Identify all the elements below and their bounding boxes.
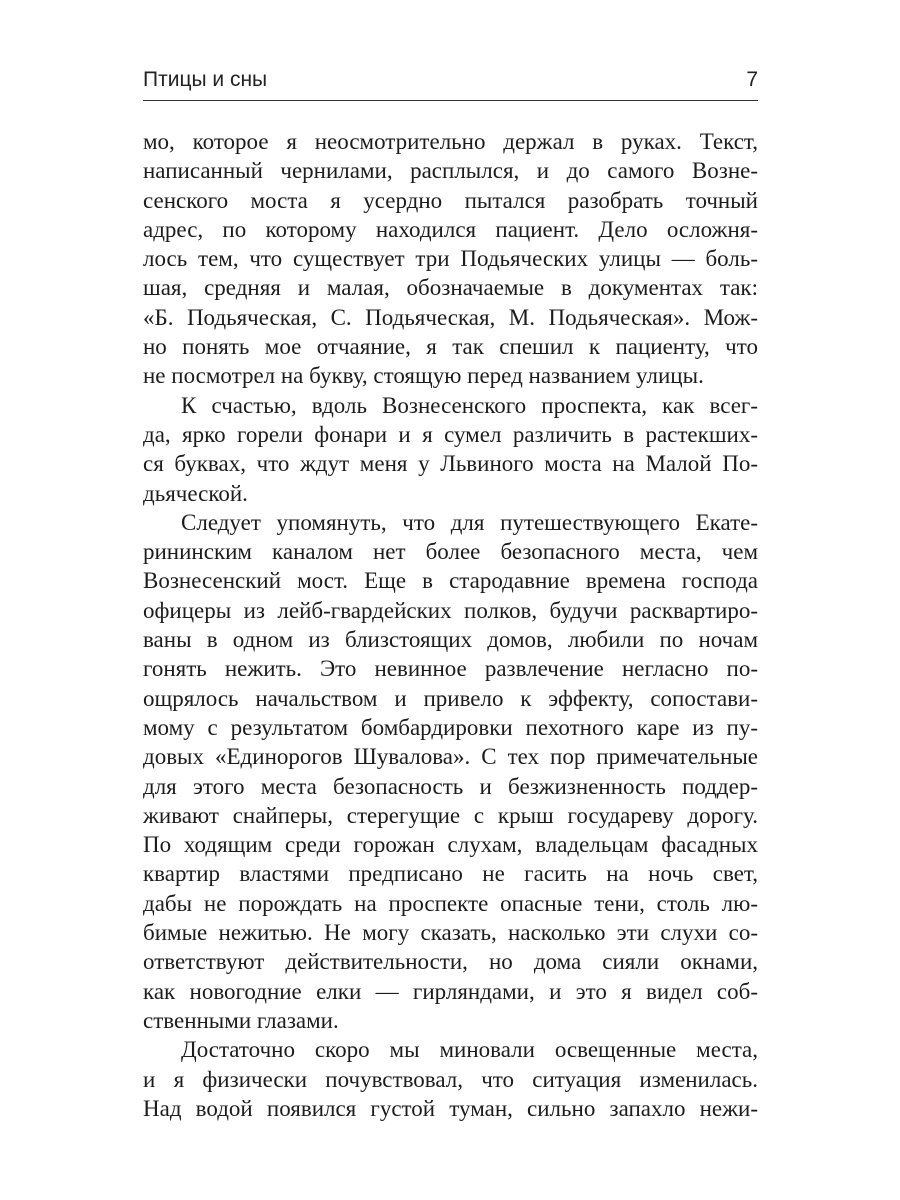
text-line: лось тем, что существует три Подьяческих улицы — боль- — [143, 246, 758, 272]
text-line: офицеры из лейб-гвардейских полков, будучи расквартиро- — [143, 597, 758, 623]
text-line: дьяческой. — [143, 480, 248, 506]
text-line: живают снайперы, стерегущие с крыш государеву дорогу. — [143, 802, 758, 828]
text-line: и я физически почувствовал, что ситуация изменилась. — [143, 1066, 758, 1092]
text-line: Вознесенский мост. Еще в стародавние времена господа — [143, 568, 758, 594]
page-number: 7 — [746, 68, 758, 91]
text-line: Следует упомянуть, что для путешествующего Екате- — [181, 509, 758, 535]
text-line: К счастью, вдоль Вознесенского проспекта, как всег- — [181, 392, 758, 418]
text-line: сенского моста я усердно пытался разобрать точный — [143, 187, 758, 213]
text-line: довых «Единорогов Шувалова». С тех пор примечательные — [143, 744, 758, 770]
text-line: но понять мое отчаяние, я так спешил к пациенту, что — [143, 334, 758, 360]
text-line: гонять нежить. Это невинное развлечение негласно по- — [143, 656, 758, 682]
text-line: ся буквах, что ждут меня у Львиного моста на Малой По- — [143, 451, 758, 477]
text-line: ощрялось начальством и привело к эффекту, сопостави- — [143, 685, 758, 711]
text-line: дабы не порождать на проспекте опасные тени, столь лю- — [143, 890, 758, 916]
text-line: мо, которое я неосмотрительно держал в руках. Текст, — [143, 129, 758, 154]
text-line: Достаточно скоро мы миновали освещенные места, — [181, 1037, 758, 1063]
text-line: «Б. Подьяческая, С. Подьяческая, М. Подьяческая». Мож- — [143, 304, 758, 330]
text-line: для этого места безопасность и безжизненность поддер- — [143, 773, 758, 799]
text-line: не посмотрел на букву, стоящую перед названием улицы. — [143, 363, 704, 389]
text-line: да, ярко горели фонари и я сумел различить в растекших- — [143, 421, 758, 447]
text-line: шая, средняя и малая, обозначаемые в документах так: — [143, 275, 758, 301]
text-line: ваны в одном из близстоящих домов, любили по ночам — [143, 627, 758, 653]
text-line: как новогодние елки — гирляндами, и это я видел соб- — [143, 978, 758, 1004]
text-line: рининским каналом нет более безопасного места, чем — [143, 539, 758, 565]
book-page — [143, 68, 758, 1123]
text-line: адрес, по которому находился пациент. Дело осложня- — [143, 216, 758, 242]
text-line: бимые нежитью. Не могу сказать, насколько эти слухи со- — [143, 920, 758, 946]
text-line: мому с результатом бомбардировки пехотного каре из пу- — [143, 714, 758, 740]
text-line: По ходящим среди горожан слухам, владельцам фасадных — [143, 832, 758, 858]
running-header — [143, 68, 758, 101]
text-line: ственными глазами. — [143, 1007, 339, 1033]
text-line: Над водой появился густой туман, сильно запахло нежи- — [143, 1095, 758, 1121]
body-text — [143, 127, 758, 1123]
chapter-title: Птицы и сны — [143, 68, 268, 91]
text-line: написанный чернилами, расплылся, и до самого Возне- — [143, 158, 758, 184]
text-line: ответствуют действительности, но дома сияли окнами, — [143, 949, 758, 975]
text-line: квартир властями предписано не гасить на ночь свет, — [143, 861, 758, 887]
